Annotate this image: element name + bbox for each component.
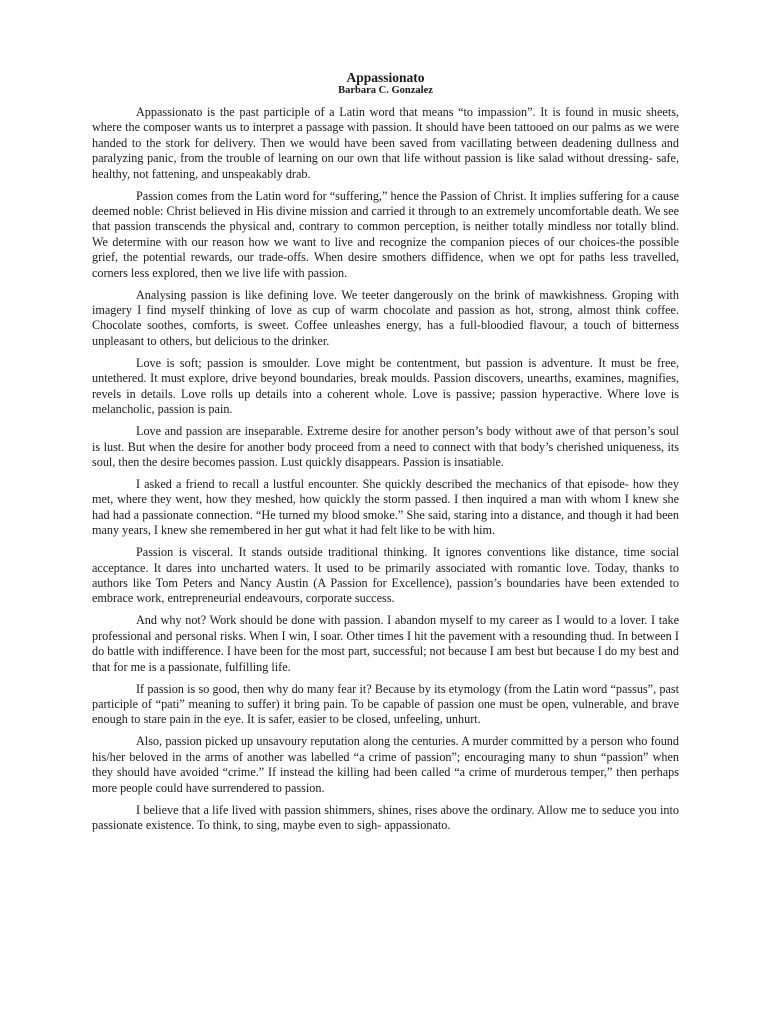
paragraph-4: Love is soft; passion is smoulder. Love might be contentment, but passion is adventure. It must be free, untethered. It must explore, drive beyond boundaries, break moulds. Passion discovers, unearths, examines, magnifies, revels in details. Love rolls up details into a coherent whole. Love is passive; passion hyperactive. Where love is melancholic, passion is pain. (92, 355, 679, 417)
paragraph-1: Appassionato is the past participle of a Latin word that means “to impassion”. It is found in music sheets, where the composer wants us to interpret a passage with passion. It should have been tattooed on our palms as we were handed to the stork for delivery. Then we would have been saved from vacillating between deadening dullness and paralyzing panic, from the trouble of learning on our own that life without passion is like salad without dressing- safe, healthy, not fattening, and unspeakably drab. (92, 105, 679, 181)
paragraph-10: Also, passion picked up unsavoury reputation along the centuries. A murder committed by a person who found his/her beloved in the arms of another was labelled “a crime of passion”; encouraging many to shun “passion” when they should have avoided “crime.” If instead the killing had been called “a crime of murderous temper,” then perhaps more people could have surrendered to passion. (92, 734, 679, 795)
paragraph-7: Passion is visceral. It stands outside traditional thinking. It ignores conventions like distance, time social acceptance. It dares into uncharted waters. It used to be primarily associated with romantic love. Today, thanks to authors like Tom Peters and Nancy Austin (A Passion for Excellence), passion’s boundaries have been extended to embrace work, entrepreneurial endeavours, corporate success. (92, 545, 679, 606)
document-title: Appassionato (346, 70, 425, 85)
paragraph-11: I believe that a life lived with passion shimmers, shines, rises above the ordinary. Allow me to seduce you into passionate existence. To think, to sing, maybe even to sigh- appassionato. (92, 802, 679, 832)
paragraph-8: And why not? Work should be done with passion. I abandon myself to my career as I would to a lover. I take professional and personal risks. When I win, I soar. Other times I hit the pavement with a resounding thud. In between I do battle with indifference. I have been for the most part, successful; not because I am best but because I do my best and that for me is a passionate, fulfilling life. (92, 613, 679, 674)
document-author: Barbara C. Gonzalez (338, 85, 433, 96)
paragraph-9: If passion is so good, then why do many fear it? Because by its etymology (from the Latin word “passus”, past participle of “pati” meaning to suffer) it bring pain. To be capable of passion one must be open, vulnerable, and brave enough to stare pain in the eye. It is safer, easier to be closed, unfeeling, unhurt. (92, 681, 679, 727)
paragraph-2: Passion comes from the Latin word for “suffering,” hence the Passion of Christ. It implies suffering for a cause deemed noble: Christ believed in His divine mission and carried it through to an extremely uncomfortable death. We see that passion transcends the physical and, contrary to common perception, is neither totally mindless nor totally blind. We determine with our reason how we want to live and recognize the companion pieces of our choices-the possible grief, the potential rewards, our trade-offs. When desire smothers diffidence, when we opt for paths less travelled, corners less explored, then we live life with passion. (92, 188, 679, 280)
paragraph-6: I asked a friend to recall a lustful encounter. She quickly described the mechanics of that episode- how they met, where they went, how they meshed, how quickly the storm passed. I then inquired a man with whom I knew she had had a passionate connection. “He turned my blood smoke.” She said, staring into a distance, and though it had been many years, I knew she remembered in her gut what it had felt like to be with him. (92, 476, 679, 538)
paragraph-3: Analysing passion is like defining love. We teeter dangerously on the brink of mawkishness. Groping with imagery I find myself thinking of love as cup of warm chocolate and passion as hot, strong, almost think coffee. Chocolate soothes, comforts, is sweet. Coffee unleashes energy, has a full-bloodied flavour, a touch of bitterness unpleasant to others, but delicious to the drinker. (92, 287, 679, 348)
paragraph-5: Love and passion are inseparable. Extreme desire for another person’s body without awe of that person’s soul is lust. But when the desire for another body proceed from a need to connect with that body’s cherished uniqueness, its soul, then the desire becomes passion. Lust quickly disappears. Passion is insatiable. (92, 424, 679, 469)
document-page (92, 70, 679, 840)
